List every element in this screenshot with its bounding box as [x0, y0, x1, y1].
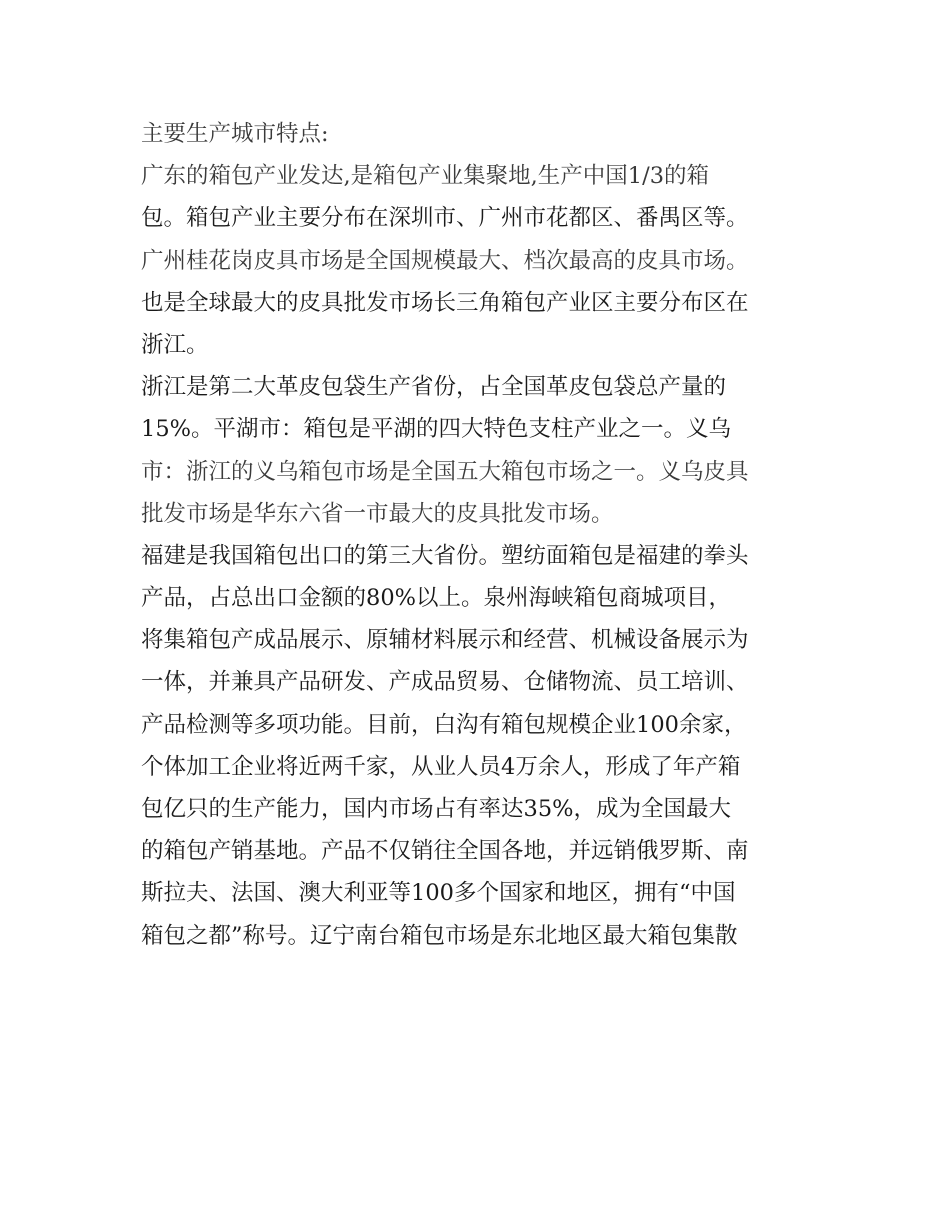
paragraph-line: 包亿只的生产能力，国内市场占有率达35%，成为全国最大 — [141, 796, 732, 822]
paragraph-line: 广东的箱包产业发达,是箱包产业集聚地,生产中国1/3的箱 — [141, 163, 710, 190]
paragraph-line: 浙江是第二大革皮包袋生产省份，占全国革皮包袋总产量的 — [141, 374, 727, 401]
paragraph-line: 产品检测等多项功能。目前，白沟有箱包规模企业100余家， — [141, 711, 747, 738]
paragraph-line: 的箱包产销基地。产品不仅销往全国各地，并远销俄罗斯、南 — [141, 838, 749, 865]
paragraph-line: 市：浙江的义乌箱包市场是全国五大箱包市场之一。义乌皮具 — [141, 458, 749, 485]
paragraph-line: 包。箱包产业主要分布在深圳市、广州市花都区、番禺区等。 — [141, 205, 749, 232]
paragraph-line: 将集箱包产成品展示、原辅材料展示和经营、机械设备展示为 — [141, 627, 749, 654]
paragraph-line: 产品，占总出口金额的80%以上。泉州海峡箱包商城项目， — [141, 585, 732, 612]
paragraph-line: 批发市场是华东六省一市最大的皮具批发市场。 — [141, 500, 614, 527]
paragraph-line: 广州桂花岗皮具市场是全国规模最大、档次最高的皮具市场。 — [141, 247, 749, 274]
paragraph-line: 一体，并兼具产品研发、产成品贸易、仓储物流、员工培训、 — [141, 669, 749, 696]
paragraph-line: 15%。平湖市：箱包是平湖的四大特色支柱产业之一。义乌 — [141, 416, 732, 443]
document-body — [141, 113, 821, 957]
paragraph-line: 也是全球最大的皮具批发市场长三角箱包产业区主要分布区在 — [141, 289, 749, 316]
section-heading: 主要生产城市特点: — [141, 121, 329, 147]
paragraph-line: 浙江。 — [141, 331, 209, 358]
paragraph-line: 福建是我国箱包出口的第三大省份。塑纺面箱包是福建的拳头 — [141, 542, 749, 569]
paragraph-line: 箱包之都”称号。辽宁南台箱包市场是东北地区最大箱包集散 — [141, 922, 738, 949]
paragraph-line: 斯拉夫、法国、澳大利亚等100多个国家和地区，拥有“中国 — [141, 880, 736, 907]
paragraph-line: 个体加工企业将近两千家，从业人员4万余人，形成了年产箱 — [141, 753, 741, 780]
